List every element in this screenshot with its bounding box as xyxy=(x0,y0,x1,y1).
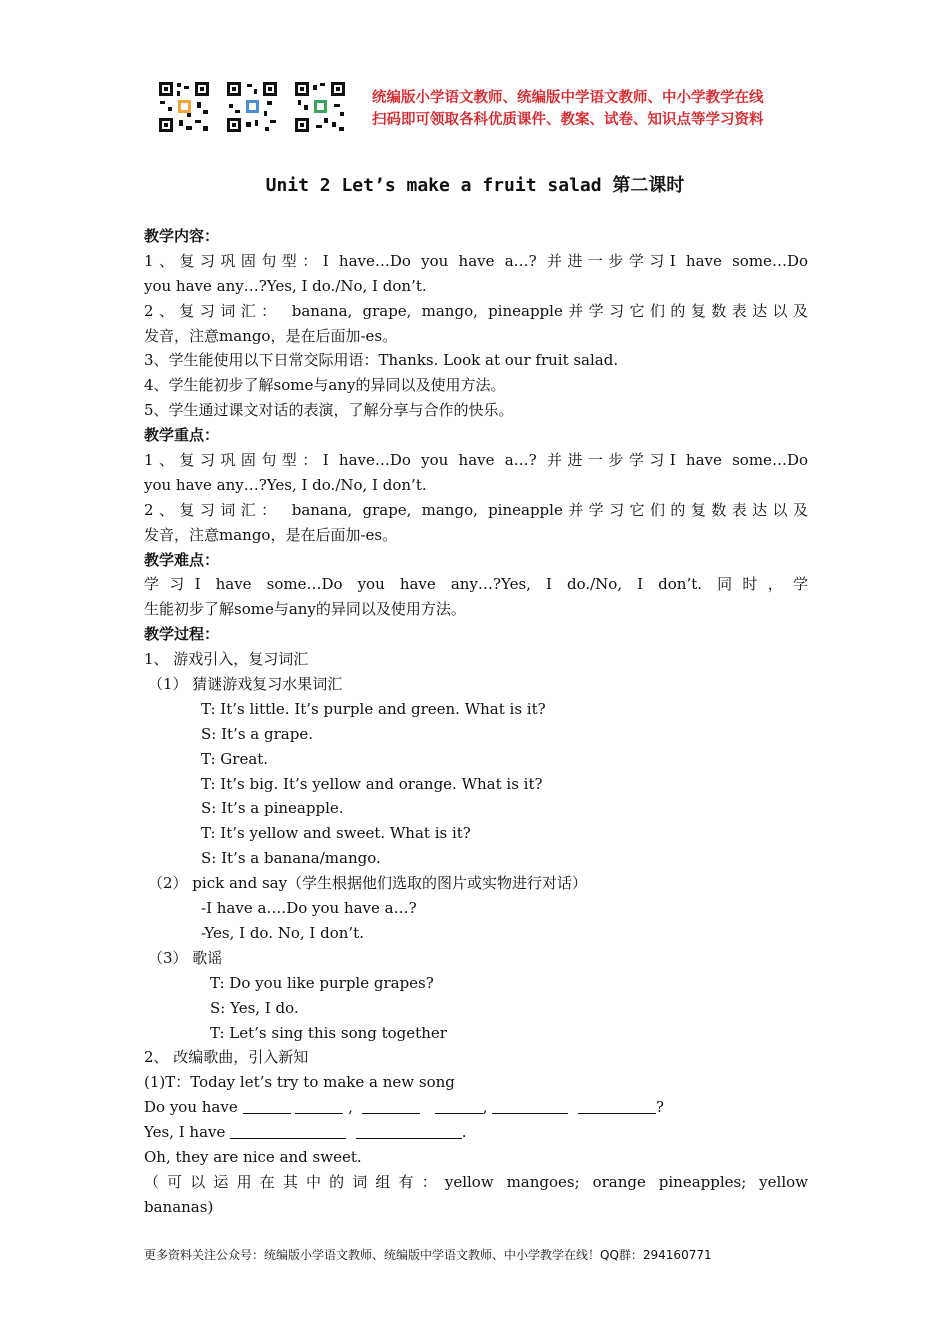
dialog-line: T: Do you like purple grapes? xyxy=(210,973,434,992)
text-line: 1、复习巩固句型：I have…Do you have a…? 并进一步学习I have some…Do xyxy=(144,451,808,470)
text-line: 2、 改编歌曲，引入新知 xyxy=(144,1048,309,1067)
dialog-line: T: It’s yellow and sweet. What is it? xyxy=(201,824,471,843)
page-title: Unit 2 Let’s make a fruit salad 第二课时 xyxy=(265,175,685,196)
header xyxy=(157,80,807,136)
punctuation: ? xyxy=(655,1098,664,1117)
fill-blank xyxy=(578,1097,656,1114)
fill-blank xyxy=(492,1097,568,1114)
punctuation: , xyxy=(348,1098,353,1117)
text-line: (1)T：Today let’s try to make a new song xyxy=(144,1073,455,1092)
text-line: 5、学生通过课文对话的表演，了解分享与合作的快乐。 xyxy=(144,401,514,420)
text-line: （可以运用在其中的词组有：yellow mangoes; orange pineapples; yellow xyxy=(144,1172,808,1191)
song-blank-line xyxy=(144,1095,808,1120)
text-line: 发音，注意mango，是在后面加-es。 xyxy=(144,525,398,544)
lesson-body xyxy=(144,224,808,1220)
dialog-line: T: It’s little. It’s purple and green. What is it? xyxy=(201,699,546,718)
banner-line: 扫码即可领取各科优质课件、教案、试卷、知识点等学习资料 xyxy=(372,112,764,128)
dialog-line: T: It’s big. It’s yellow and orange. What is it? xyxy=(201,774,543,793)
punctuation: . xyxy=(461,1123,467,1142)
text-line: （3） 歌谣 xyxy=(148,948,223,967)
fill-blank xyxy=(230,1122,346,1139)
dialog-line: -I have a….Do you have a…? xyxy=(201,899,417,918)
qr-code xyxy=(157,80,211,134)
dialog-line: -Yes, I do. No, I don’t. xyxy=(201,923,364,942)
dialog-line: T: Let’s sing this song together xyxy=(210,1023,447,1042)
fill-blank xyxy=(295,1097,343,1114)
song-blank-line xyxy=(144,1120,808,1145)
text-line: Oh, they are nice and sweet. xyxy=(144,1147,362,1166)
dialog-line: S: It’s a banana/mango. xyxy=(201,849,381,868)
fill-blank xyxy=(356,1122,462,1139)
fill-blank xyxy=(435,1097,483,1114)
text-line: 4、学生能初步了解some与any的异同以及使用方法。 xyxy=(144,376,506,395)
dialog-line: S: It’s a grape. xyxy=(201,724,313,743)
section-heading: 教学内容： xyxy=(144,227,220,245)
fill-blank xyxy=(362,1097,420,1114)
fill-blank xyxy=(243,1097,291,1114)
banner-line: 统编版小学语文教师、统编版中学语文教师、中小学教学在线 xyxy=(372,90,764,106)
qr-code xyxy=(225,80,279,134)
text-line: 发音，注意mango，是在后面加-es。 xyxy=(144,326,398,345)
section-heading: 教学难点： xyxy=(144,550,220,569)
punctuation: , xyxy=(482,1098,488,1117)
text-line: 生能初步了解some与any的异同以及使用方法。 xyxy=(144,600,466,619)
text-line: 2、复习词汇： banana, grape, mango, pineapple并学习它们的复数表达以及 xyxy=(144,500,808,519)
text-line: 2、复习词汇： banana, grape, mango, pineapple并学习它们的复数表达以及 xyxy=(144,301,808,320)
text-line: bananas) xyxy=(144,1197,214,1216)
promo-banner xyxy=(372,87,764,131)
text-line: （2） pick and say（学生根据他们选取的图片或实物进行对话） xyxy=(148,874,588,893)
section-heading: 教学重点： xyxy=(144,426,220,445)
song-prefix: Do you have xyxy=(144,1098,238,1117)
dialog-line: S: It’s a pineapple. xyxy=(201,799,344,818)
text-line: 学习I have some…Do you have any…?Yes, I do./No, I don’t. 同时，学 xyxy=(144,575,808,594)
dialog-line: T: Great. xyxy=(201,749,269,768)
text-line: 1、 游戏引入，复习词汇 xyxy=(144,650,309,669)
text-line: you have any…?Yes, I do./No, I don’t. xyxy=(144,475,427,494)
text-line: （1） 猜谜游戏复习水果词汇 xyxy=(148,675,343,694)
text-line: 1、复习巩固句型：I have…Do you have a…? 并进一步学习I have some…Do xyxy=(144,251,808,270)
qr-code xyxy=(293,80,347,134)
dialog-line: S: Yes, I do. xyxy=(210,998,299,1017)
section-heading: 教学过程： xyxy=(144,625,220,644)
song-prefix: Yes, I have xyxy=(144,1123,226,1142)
page-footer: 更多资料关注公众号：统编版小学语文教师、统编版中学语文教师、中小学教学在线！QQ群：294160771 xyxy=(144,1248,712,1262)
text-line: you have any…?Yes, I do./No, I don’t. xyxy=(144,276,427,295)
text-line: 3、学生能使用以下日常交际用语：Thanks. Look at our fruit salad. xyxy=(144,351,619,370)
